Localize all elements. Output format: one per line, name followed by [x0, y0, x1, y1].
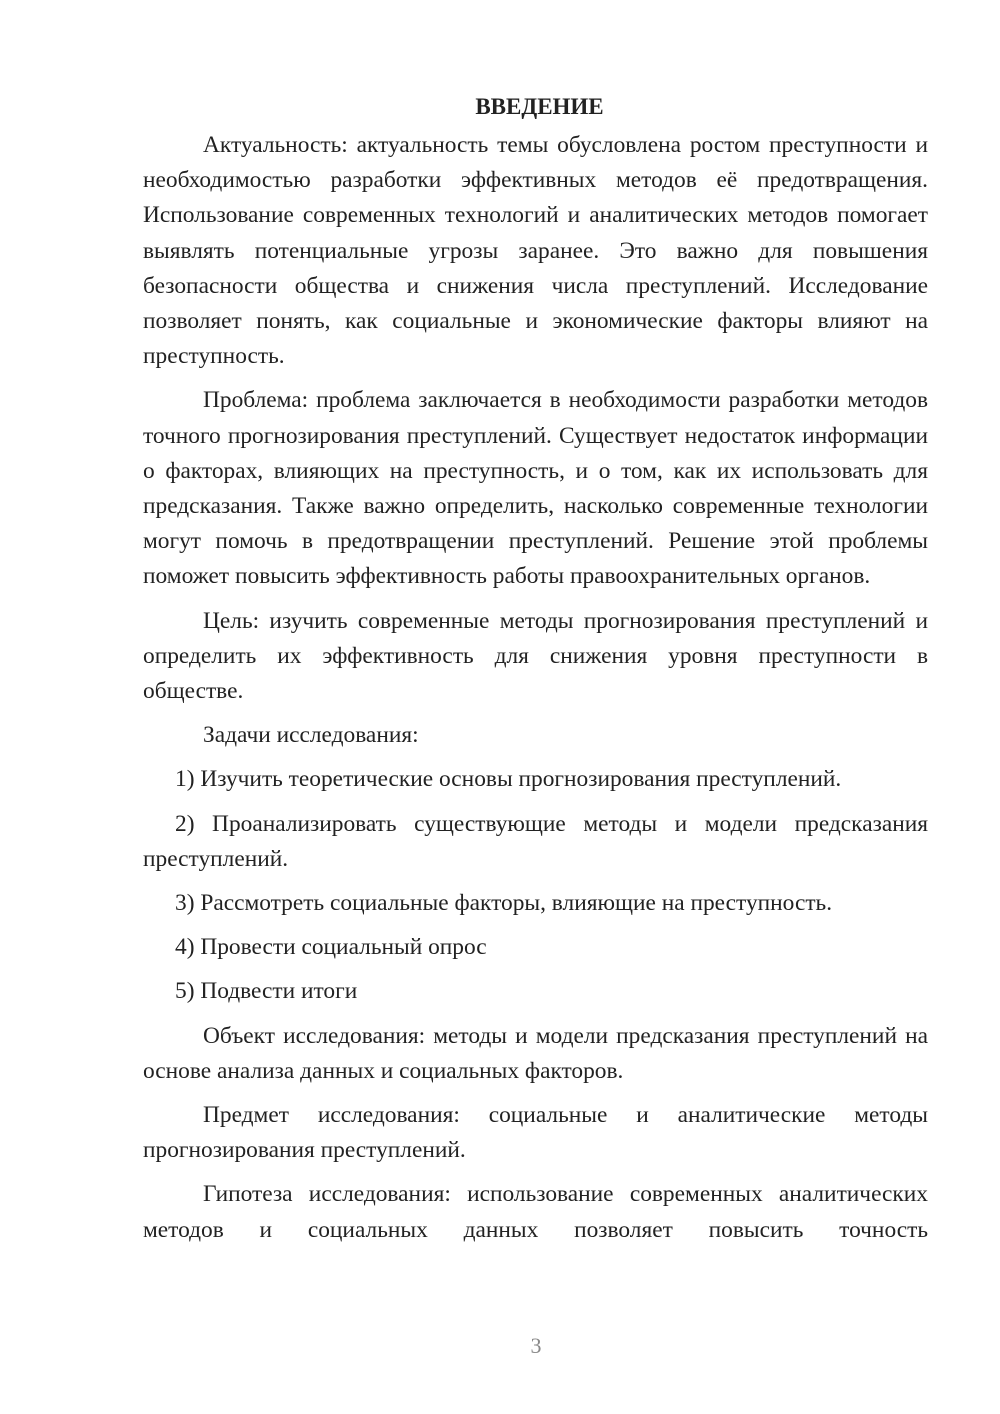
task-item-1: 1) Изучить теоретические основы прогнозирования преступлений. [175, 766, 842, 793]
subject-paragraph: Предмет исследования: социальные и аналитические методы прогнозирования преступлений. [143, 1102, 928, 1164]
page-number: 3 [530, 1333, 542, 1358]
document-page [143, 92, 928, 1248]
task-item-5: 5) Подвести итоги [175, 978, 358, 1005]
task-item-4: 4) Провести социальный опрос [175, 934, 487, 961]
relevance-paragraph: Актуальность: актуальность темы обусловлена ростом преступности и необходимостью разработки эффективных методов её предотвращения. Использование современных технологий и аналитических методов помогает выявлять потенциальные угрозы заранее. Это важно для повышения безопасности общества и снижения числа преступлений. Исследование позволяет понять, как социальные и экономические факторы влияют на преступность. [143, 132, 928, 370]
hypothesis-paragraph: Гипотеза исследования: использование современных аналитических методов и социальных данных позволяет повысить точность [143, 1181, 928, 1243]
goal-paragraph: Цель: изучить современные методы прогнозирования преступлений и определить их эффективность для снижения уровня преступности в обществе. [143, 607, 928, 705]
tasks-heading: Задачи исследования: [203, 722, 419, 749]
task-item-2: 2) Проанализировать существующие методы и модели предсказания преступлений. [143, 810, 928, 872]
document-heading: ВВЕДЕНИЕ [475, 94, 604, 119]
task-item-3: 3) Рассмотреть социальные факторы, влияющие на преступность. [175, 890, 833, 917]
problem-paragraph: Проблема: проблема заключается в необходимости разработки методов точного прогнозирования преступлений. Существует недостаток информации о факторах, влияющих на преступность, и о том, как их использовать для предсказания. Также важно определить, насколько современные технологии могут помочь в предотвращении преступлений. Решение этой проблемы поможет повысить эффективность работы правоохранительных органов. [143, 387, 928, 590]
object-paragraph: Объект исследования: методы и модели предсказания преступлений на основе анализа данных и социальных факторов. [143, 1022, 928, 1084]
